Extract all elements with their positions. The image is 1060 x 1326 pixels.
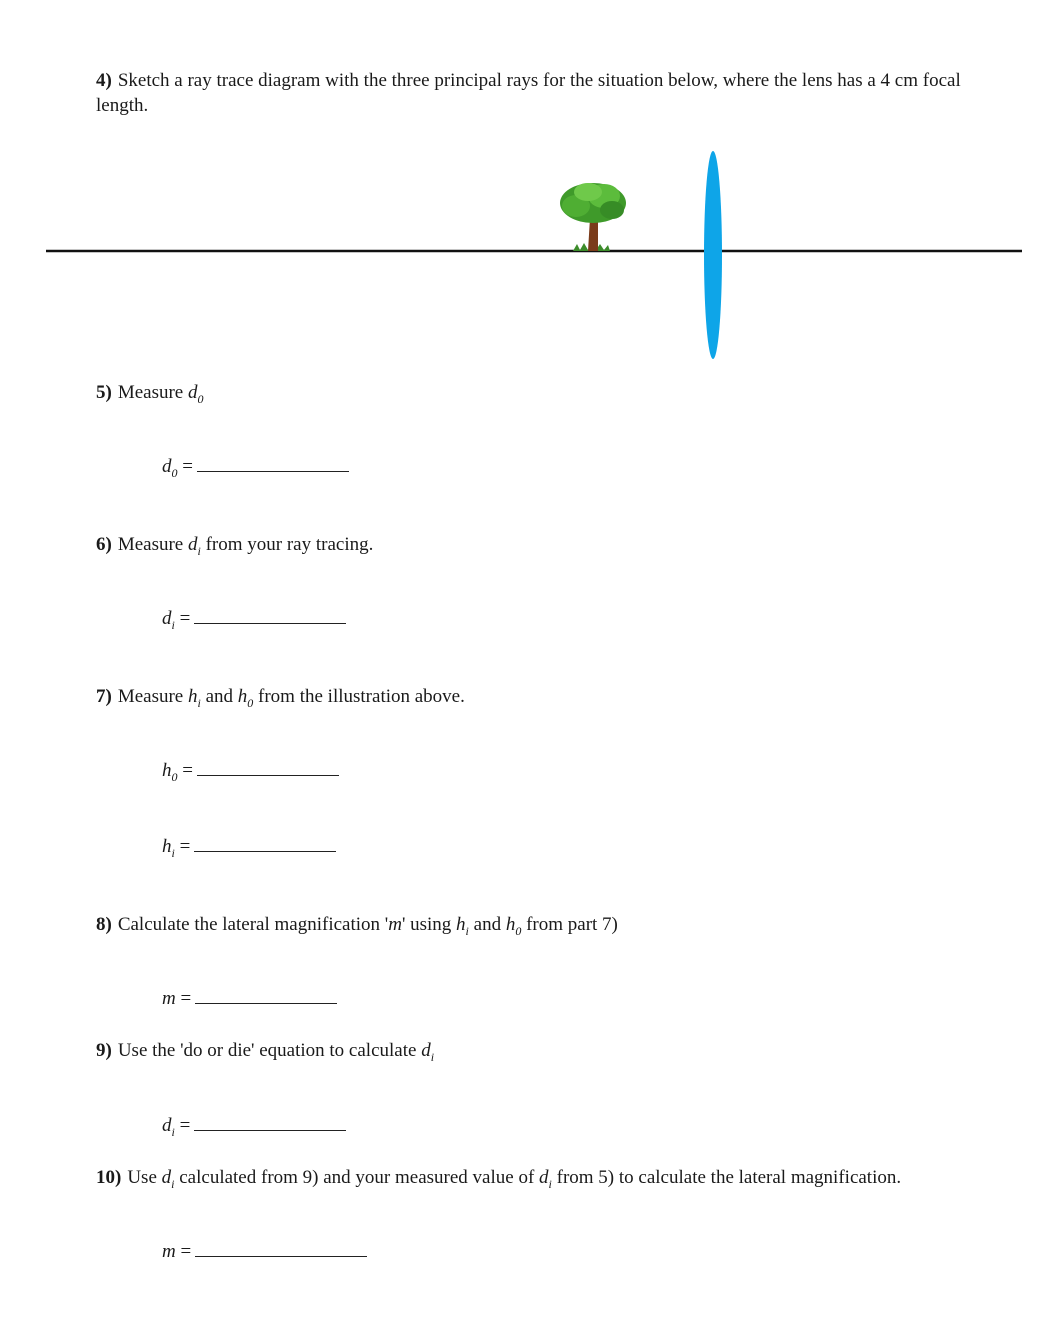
- question-7: 7) Measure $h_i$ and $h_0$ from the illustration above.: [96, 686, 465, 710]
- lens: [704, 151, 722, 359]
- question-9: 9) Use the 'do or die' equation to calculate $d_i$: [96, 1040, 435, 1064]
- answer-di-calc: $d_i$ =: [162, 1115, 346, 1140]
- answer-blank[interactable]: [194, 622, 346, 624]
- answer-m-2: m =: [162, 1241, 367, 1263]
- answer-m-1: m =: [162, 988, 337, 1010]
- tree-object: [560, 183, 626, 251]
- answer-hi: $h_i$ =: [162, 836, 336, 861]
- question-4: [96, 68, 966, 118]
- question-10: 10) Use $d_i$ calculated from 9) and your measured value of $d_i$ from 5) to calculate the lateral magnification.: [96, 1167, 902, 1191]
- answer-blank[interactable]: [197, 774, 339, 776]
- answer-h0: $h_0$ =: [162, 760, 339, 785]
- answer-di: $d_i$ =: [162, 608, 346, 633]
- question-8: 8) Calculate the lateral magnification 'm' using $h_i$ and $h_0$ from part 7): [96, 914, 618, 938]
- answer-d0: $d_0$ =: [162, 456, 349, 481]
- answer-blank[interactable]: [194, 1129, 346, 1131]
- answer-blank[interactable]: [197, 470, 349, 472]
- question-text: Sketch a ray trace diagram with the three principal rays for the situation below, where the lens has a 4 cm focal length.: [96, 70, 961, 116]
- ray-trace-diagram: [0, 140, 1060, 370]
- answer-blank[interactable]: [195, 1002, 337, 1004]
- question-5: 5) Measure $d_0$: [96, 382, 204, 406]
- question-number: 4): [96, 70, 112, 91]
- question-6: 6) Measure $d_i$ from your ray tracing.: [96, 534, 374, 558]
- answer-blank[interactable]: [195, 1255, 367, 1257]
- answer-blank[interactable]: [194, 850, 336, 852]
